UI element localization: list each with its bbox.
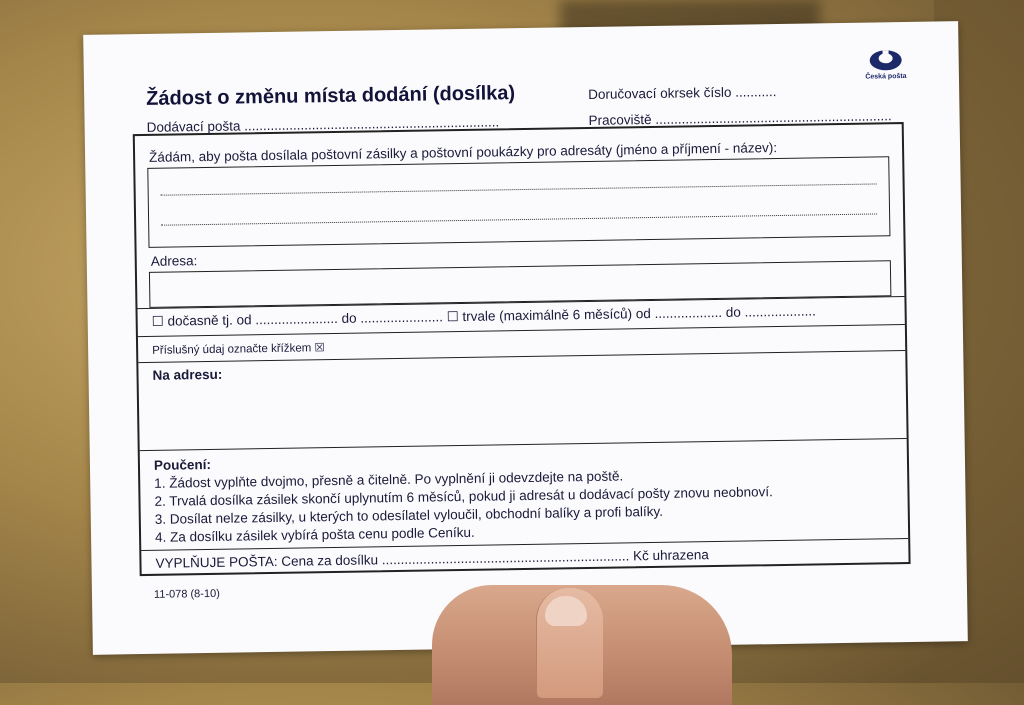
address-box (149, 260, 891, 308)
instruction-item: 2. Trvalá dosílka zásilek skončí uplynutím 6 měsíců, pokud ji adresát u dodávací pošty znovu neobnoví. (154, 484, 773, 509)
district-field: Doručovací okrsek číslo ........... (588, 84, 777, 102)
mark-hint: Příslušný údaj označte křížkem ☒ (152, 342, 325, 357)
dotted-line (161, 213, 877, 225)
recipient-names-box (147, 156, 890, 248)
instruction-item: 3. Dosílat nelze zásilky, u kterých to odesílatel vyloučil, obchodní balíky a profi balíky. (154, 503, 664, 527)
form-code: 11-078 (8-10) (153, 587, 220, 601)
instruction-item: 1. Žádost vyplňte dvojmo, přesně a čitelně. Po vyplnění ji odevzdejte na poště. (154, 468, 624, 491)
period-line: ☐ dočasně tj. od ...................... do ...................... ☐ trvale (maximálně 6 měsíců) od .................. do ................... (151, 303, 816, 329)
divider (140, 438, 907, 451)
paper-form (83, 21, 968, 655)
footer-text: VYPLŇUJE POŠTA: Cena za dosílku .................................................................. Kč uhrazena (155, 547, 709, 571)
post-office-field: Dodávací pošta .................................................................... (146, 114, 500, 135)
instructions-title: Poučení: (153, 456, 212, 473)
address-label: Adresa: (150, 253, 198, 269)
dotted-line (161, 183, 877, 195)
logo-text: Česká pošta (865, 72, 907, 81)
new-address-label: Na adresu: (152, 366, 223, 383)
instruction-item: 4. Za dosílku zásilek vybírá pošta cenu podle Ceníku. (154, 524, 475, 545)
workplace-field: Pracoviště ............................................................... (588, 108, 892, 128)
ceska-posta-logo (860, 48, 910, 81)
form-title: Žádost o změnu místa dodání (dosílka) (146, 82, 516, 110)
request-text: Žádám, aby pošta dosílala poštovní zásilky a poštovní poukázky pro adresáty (jméno a příjmení - název): (148, 140, 778, 165)
form-frame (133, 122, 911, 576)
post-horn-icon (867, 48, 903, 73)
thumbnail (545, 596, 587, 626)
